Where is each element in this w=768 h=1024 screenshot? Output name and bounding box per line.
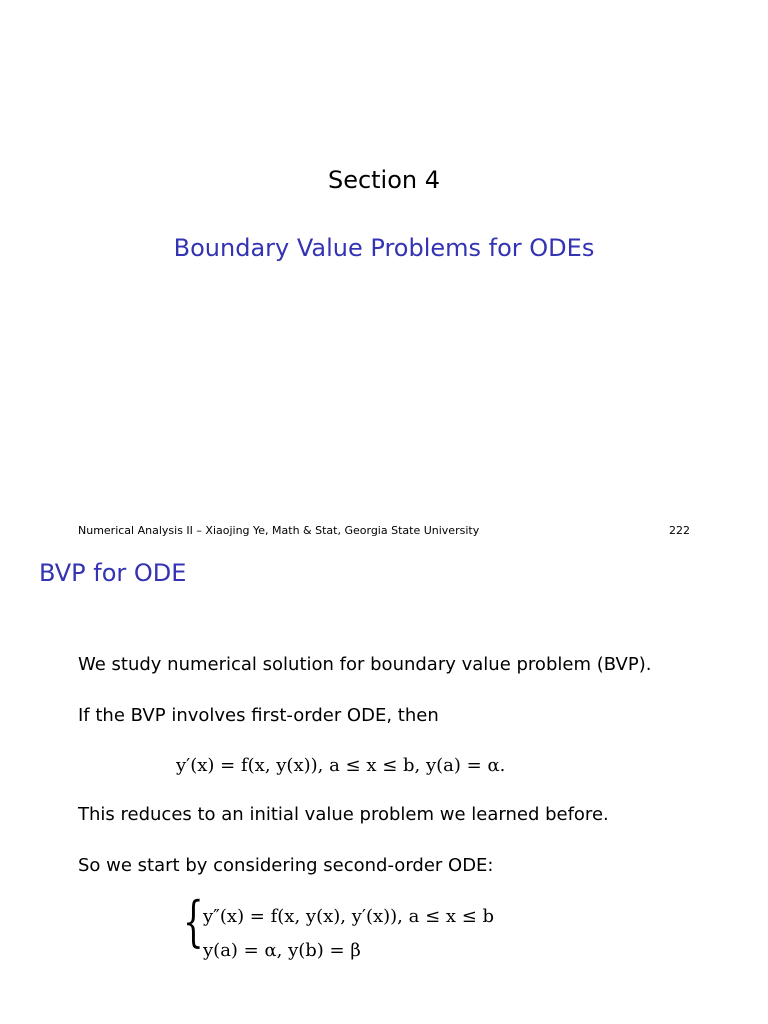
paragraph-first-order: If the BVP involves first-order ODE, then: [78, 705, 439, 726]
frame-title: BVP for ODE: [39, 559, 187, 587]
paragraph-second-order: So we start by considering second-order ODE:: [78, 855, 494, 876]
section-title: Section 4: [327, 166, 441, 194]
slide-footer: Numerical Analysis II – Xiaojing Ye, Math & Stat, Georgia State University: [78, 524, 480, 537]
equation-first-order-ode: y′(x) = f(x, y(x)), a ≤ x ≤ b, y(a) = α.: [176, 755, 506, 776]
paragraph-ivp-reduction: This reduces to an initial value problem we learned before.: [78, 804, 609, 825]
section-subtitle: Boundary Value Problems for ODEs: [173, 234, 595, 262]
system-equation-line-2: y(a) = α, y(b) = β: [203, 940, 361, 961]
paragraph-intro: We study numerical solution for boundary value problem (BVP).: [78, 654, 652, 675]
slide-bvp-for-ode: [0, 512, 768, 1024]
left-brace: {: [183, 890, 204, 953]
system-equation-line-1: y″(x) = f(x, y(x), y′(x)), a ≤ x ≤ b: [203, 906, 495, 927]
page-number: 222: [669, 524, 690, 537]
